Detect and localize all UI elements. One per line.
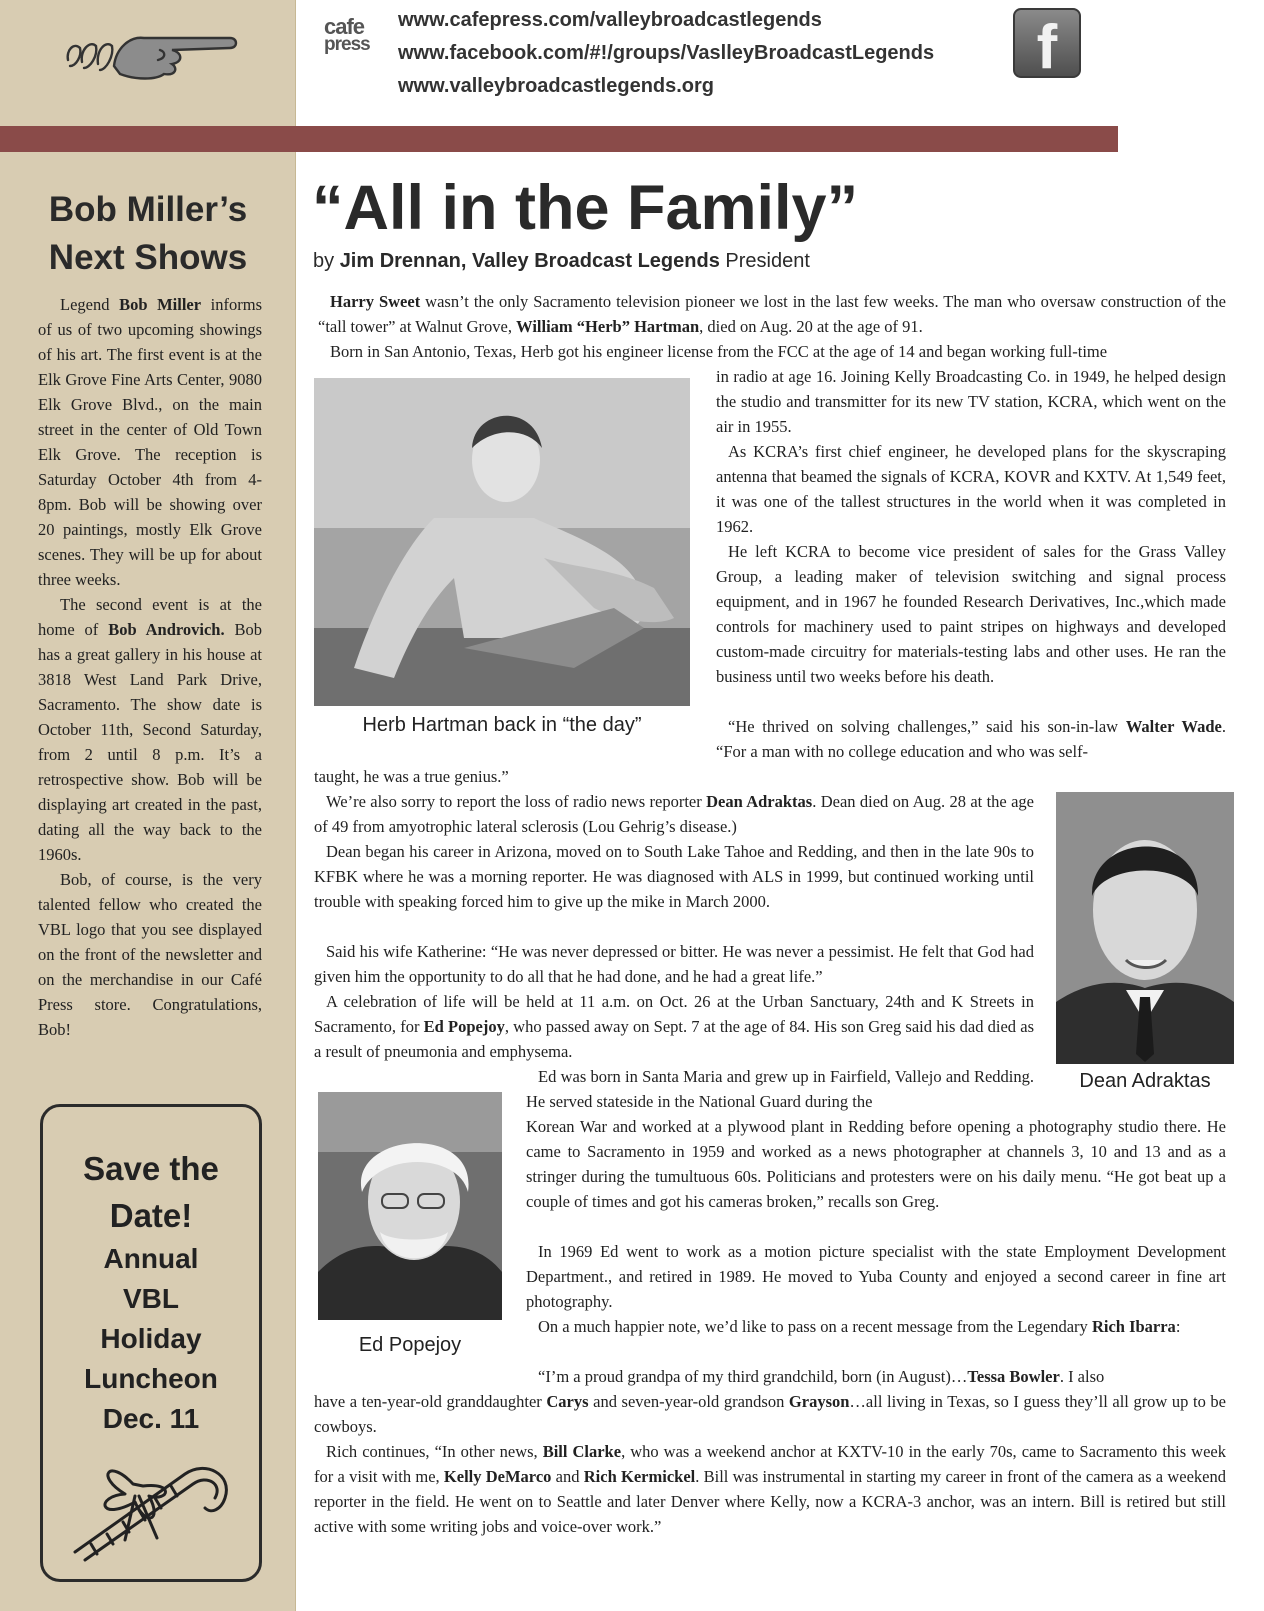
text-run: . “For a man with no college education and who was self- [716, 717, 1227, 761]
bold-name: Ed Popejoy [423, 1017, 505, 1036]
cafepress-logo-word-1: cafe [324, 14, 365, 39]
article-paragraph [716, 364, 1226, 439]
facebook-icon[interactable]: f [1013, 8, 1081, 78]
website-link[interactable]: www.valleybroadcastlegends.org [398, 75, 715, 97]
article-paragraph [314, 839, 1034, 914]
text-run: “He thrived on solving challenges,” said his son-in-law [728, 717, 1126, 736]
sidebar-title [18, 186, 278, 282]
cafepress-link[interactable]: www.cafepress.com/valleybroadcastlegends [398, 9, 822, 31]
save-line-annual: Annual [103, 1243, 199, 1274]
text-run: We’re also sorry to report the loss of radio news reporter [326, 792, 707, 811]
article-paragraph [314, 1439, 1226, 1539]
sidebar-paragraph [38, 292, 262, 592]
sidebar-paragraph [38, 867, 262, 1042]
bold-name: Bill Clarke [542, 1442, 622, 1461]
text-run: Korean War and worked at a plywood plant in Redding before opening a photography studio there. He came to Sacramento in 1959 and worked as a news photographer at channels 3, 10 and 13 and as a stringer during the tumultuous 60s. Politicians and protesters were on his daily menu. “He got beat up a couple of times and got his cameras broken,” recalls son Greg. [526, 1117, 1226, 1211]
sidebar-paragraph [38, 592, 262, 867]
bold-name: Tessa Bowler [967, 1367, 1060, 1386]
article-paragraph [526, 1114, 1226, 1214]
ed-popejoy-caption: Ed Popejoy [358, 1334, 462, 1356]
text-run: , who was a weekend anchor at KXTV-10 in the early 70s, came to Sacramento this week for a visit with me, [314, 1442, 1226, 1486]
ed-popejoy-photo [318, 1092, 502, 1320]
article-paragraph [318, 339, 1226, 364]
save-the-date-title [43, 1145, 259, 1239]
text-run: have a ten-year-old granddaughter [314, 1392, 547, 1411]
article-paragraph [318, 289, 1226, 339]
text-run: A celebration of life will be held at 11 a.m. on Oct. 26 at the Urban Sanctuary, 24th and K Streets in Sacramento, for [314, 992, 1034, 1036]
bold-name: Dean Adraktas [706, 792, 813, 811]
article-paragraph [716, 439, 1226, 539]
bold-name: William “Herb” Hartman [516, 317, 700, 336]
save-line-vbl: VBL [123, 1283, 179, 1314]
byline-suffix: President [719, 250, 810, 272]
text-run: informs of us of two upcoming showings of his art. The first event is at the Elk Grove Fine Arts Center, 9080 Elk Grove Blvd., on the main street in the center of Old Town Elk Grove. The reception is Saturday October 4th from 4-8pm. Bob will be showing over 20 paintings, mostly Elk Grove scenes. They will be up for about three weeks. [38, 295, 262, 589]
article-paragraph [526, 1239, 1226, 1314]
text-run: “I’m a proud grandpa of my third grandchild, born (in August)… [538, 1367, 968, 1386]
article-paragraph [716, 714, 1226, 764]
text-run: . Bill was instrumental in starting my career in front of the camera as a weekend reporter in the field. He went on to Seattle and later Denver where Kelly, now a KCRA-3 anchor, was an intern. Bill is retired but still active with some writing jobs and voice-over work.” [314, 1467, 1226, 1536]
article-paragraph [314, 939, 1034, 989]
text-run: taught, he was a true genius.” [314, 767, 509, 786]
bold-name: Harry Sweet [330, 292, 421, 311]
bold-name: Rich Ibarra [1091, 1317, 1176, 1336]
text-run: Ed was born in Santa Maria and grew up in Fairfield, Vallejo and Redding. He served stateside in the National Guard during the [526, 1067, 1034, 1111]
text-run: Bob has a great gallery in his house at 3818 West Land Park Drive, Sacramento. The show date is October 11th, Second Saturday, from 2 until 8 p.m. It’s a retrospective show. Bob will be displaying art created in the past, dating all the way back to the 1960s. [38, 620, 263, 864]
article-paragraph [716, 539, 1226, 689]
save-line-date: Dec. 11 [102, 1403, 200, 1434]
text-run: Born in San Antonio, Texas, Herb got his engineer license from the FCC at the age of 14 and began working full-time [330, 342, 1108, 361]
candy-cane-icon [65, 1452, 235, 1562]
text-run: Legend [60, 295, 120, 314]
save-line-luncheon: Luncheon [84, 1363, 218, 1394]
text-run: …all living in Texas, so I guess they’ll all grow up to be cowboys. [314, 1392, 1227, 1436]
herb-hartman-photo [314, 378, 690, 706]
bold-name: Walter Wade [1125, 717, 1222, 736]
accent-bar [0, 126, 1118, 152]
text-run: On a much happier note, we’d like to pass on a recent message from the Legendary [538, 1317, 1092, 1336]
facebook-link[interactable]: www.facebook.com/#!/groups/VaslleyBroadcastLegends [398, 42, 935, 64]
article-byline [313, 250, 1113, 273]
dean-adraktas-caption: Dean Adraktas [1079, 1070, 1211, 1092]
byline-author: Jim Drennan, Valley Broadcast Legends [339, 250, 720, 272]
article-title: “All in the Family” [312, 173, 859, 243]
text-run: , died on Aug. 20 at the age of 91. [699, 317, 923, 336]
bold-name: Carys [546, 1392, 589, 1411]
text-run: . Dean died on Aug. 28 at the age of 49 from amyotrophic lateral sclerosis (Lou Gehrig’s disease.) [314, 792, 1034, 836]
text-run: in radio at age 16. Joining Kelly Broadcasting Co. in 1949, he helped design the studio and transmitter for its new TV station, KCRA, which went on the air in 1955. [716, 367, 1226, 436]
article-paragraph [314, 764, 1226, 789]
sidebar-title-line-2: Next Shows [48, 238, 248, 277]
article-paragraph [526, 1064, 1034, 1114]
bold-name: Rich Kermickel [583, 1467, 696, 1486]
cafepress-logo [324, 14, 390, 66]
save-title-line-2: Date! [109, 1197, 193, 1234]
text-run: Said his wife Katherine: “He was never depressed or bitter. He was never a pessimist. He felt that God had given him the opportunity to do all that he had done, and he had a great life.” [314, 942, 1034, 986]
text-run: Rich continues, “In other news, [326, 1442, 543, 1461]
bold-name: Kelly DeMarco [443, 1467, 552, 1486]
text-run: The second event is at the home of [38, 595, 262, 639]
text-run: . I also [1059, 1367, 1105, 1386]
article-paragraph [526, 1314, 1226, 1339]
text-run: , who passed away on Sept. 7 at the age of 84. His son Greg said his dad died as a result of pneumonia and emphysema. [314, 1017, 1034, 1061]
sidebar-text [38, 292, 262, 1042]
article-paragraph [526, 1364, 1226, 1389]
text-run: wasn’t the only Sacramento television pioneer we lost in the last few weeks. The man who oversaw construction of the “tall tower” at Walnut Grove, [318, 292, 1226, 336]
save-line-holiday: Holiday [100, 1323, 202, 1354]
dean-adraktas-photo [1056, 792, 1234, 1064]
herb-hartman-caption: Herb Hartman back in “the day” [362, 714, 642, 736]
text-run: and seven-year-old grandson [588, 1392, 789, 1411]
text-run: : [1175, 1317, 1181, 1336]
cafepress-logo-word-2: press [324, 34, 370, 55]
article-paragraph [314, 1389, 1226, 1439]
bold-name: Bob Miller [119, 295, 202, 314]
save-title-line-1: Save the [83, 1150, 219, 1187]
text-run: In 1969 Ed went to work as a motion picture specialist with the state Employment Development Department., and retired in 1989. He moved to Yuba County and enjoyed a second career in fine art photography. [526, 1242, 1226, 1311]
text-run: As KCRA’s first chief engineer, he developed plans for the skyscraping antenna that beamed the signals of KCRA, KOVR and KXTV. At 1,549 feet, it was one of the tallest structures in the world when it was completed in 1962. [716, 442, 1226, 536]
text-run: He left KCRA to become vice president of sales for the Grass Valley Group, a leading maker of television switching and signal process equipment, and in 1967 he founded Research Derivatives, Inc.,which made controls for machinery used to paint stripes on highways and developed custom-made circuitry for materials-testing labs and other uses. He ran the business until two weeks before his death. [716, 542, 1226, 686]
text-run: Dean began his career in Arizona, moved on to South Lake Tahoe and Redding, and then in the late 90s to KFBK where he was a morning reporter. He was diagnosed with ALS in 1999, but continued working until trouble with speaking forced him to give up the mike in March 2000. [314, 842, 1034, 911]
save-the-date-box [40, 1104, 262, 1582]
bold-name: Grayson [788, 1392, 850, 1411]
byline-prefix: by [313, 250, 340, 272]
article-paragraph [314, 789, 1034, 839]
pointing-hand-icon [60, 22, 240, 84]
article-paragraph [314, 989, 1034, 1064]
text-run: and [551, 1467, 584, 1486]
text-run: Bob, of course, is the very talented fellow who created the VBL logo that you see displayed on the front of the newsletter and on the merchandise in our Café Press store. Congratulations, Bob! [38, 870, 262, 1039]
bold-name: Bob Androvich. [108, 620, 225, 639]
sidebar-title-line-1: Bob Miller’s [48, 190, 248, 229]
